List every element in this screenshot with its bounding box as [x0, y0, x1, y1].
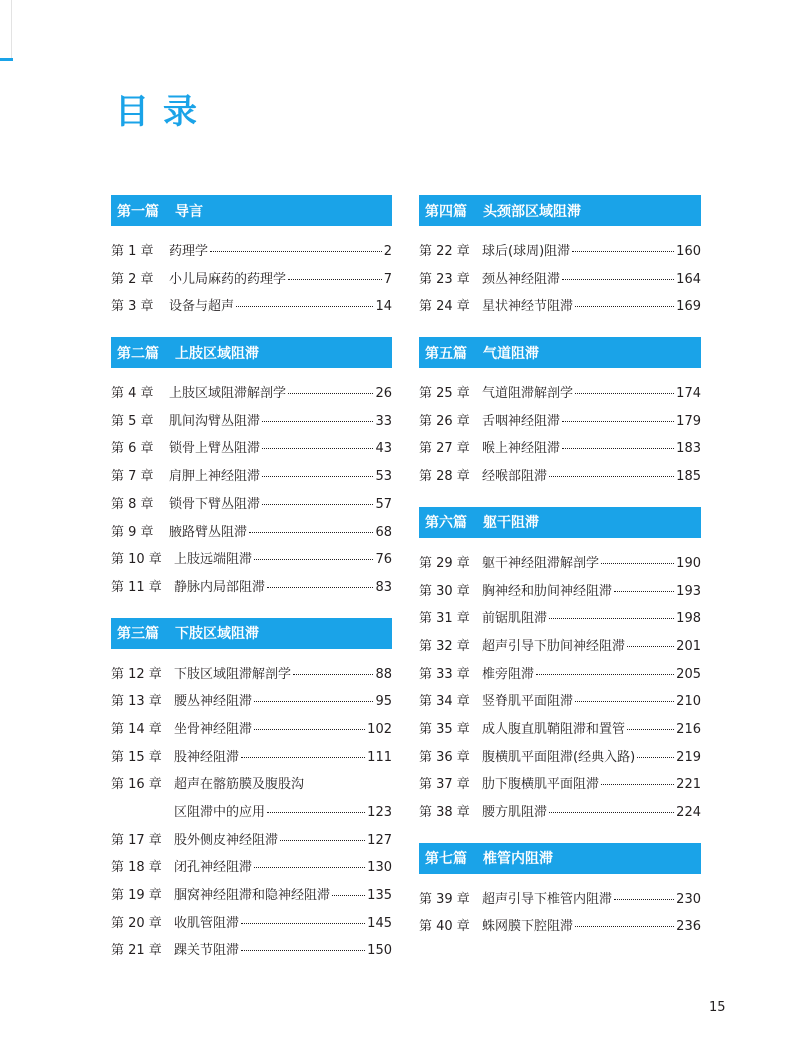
toc-entry-list: [419, 538, 701, 829]
dot-leader: [280, 840, 365, 841]
chapter-number: 第 7 章: [111, 469, 154, 485]
toc-section: [419, 195, 701, 323]
dot-leader: [249, 532, 373, 533]
dot-leader: [241, 757, 365, 758]
chapter-title: 经喉部阻滞: [482, 469, 548, 485]
chapter-page-number: 216: [676, 721, 701, 737]
dot-leader: [267, 812, 365, 813]
chapter-number: 第 20 章: [111, 915, 162, 931]
chapter-page-number: 236: [676, 919, 701, 935]
toc-entry[interactable]: [111, 465, 392, 493]
chapter-title: 上肢区域阻滞解剖学: [169, 386, 287, 402]
chapter-page-number: 135: [367, 888, 392, 904]
chapter-number: 第 22 章: [419, 244, 470, 259]
dot-leader: [575, 926, 674, 927]
toc-entry[interactable]: [419, 635, 701, 663]
chapter-title: 锁骨上臂丛阻滞: [169, 441, 261, 457]
chapter-number: 第 24 章: [419, 299, 470, 315]
chapter-title: 超声在髂筋膜及腹股沟: [174, 777, 305, 793]
chapter-title: 股神经阻滞: [174, 749, 240, 765]
chapter-title: 肩胛上神经阻滞: [169, 469, 261, 485]
toc-entry-list: [419, 874, 701, 943]
chapter-number: 第 19 章: [111, 888, 162, 904]
chapter-number: 第 33 章: [419, 666, 470, 682]
toc-entry[interactable]: [111, 829, 392, 857]
toc-entry[interactable]: [419, 465, 701, 493]
chapter-page-number: 183: [676, 441, 701, 457]
toc-entry[interactable]: [419, 240, 701, 268]
dot-leader: [627, 729, 674, 730]
toc-entry[interactable]: [419, 552, 701, 580]
toc-entry[interactable]: [111, 548, 392, 576]
chapter-page-number: 210: [676, 694, 701, 710]
dot-leader: [562, 421, 674, 422]
toc-entry[interactable]: [419, 607, 701, 635]
chapter-page-number: 53: [375, 469, 392, 485]
chapter-page-number: 26: [375, 386, 392, 402]
chapter-page-number: 76: [375, 552, 392, 568]
chapter-number: 第 30 章: [419, 583, 470, 599]
section-header: [419, 507, 701, 538]
dot-leader: [575, 701, 674, 702]
chapter-number: 第 14 章: [111, 721, 162, 737]
chapter-title: 胸神经和肋间神经阻滞: [482, 583, 613, 599]
chapter-page-number: 7: [383, 271, 392, 287]
section-header: [419, 843, 701, 874]
chapter-page-number: 127: [367, 832, 392, 848]
dot-leader: [262, 504, 373, 505]
chapter-page-number: 201: [676, 638, 701, 654]
chapter-title: 上肢远端阻滞: [174, 552, 253, 568]
chapter-number: 第 26 章: [419, 413, 470, 429]
chapter-title: 肋下腹横肌平面阻滞: [482, 777, 600, 793]
chapter-number: 第 37 章: [419, 777, 470, 793]
chapter-page-number: 224: [676, 805, 701, 820]
chapter-title: 气道阻滞解剖学: [482, 386, 574, 402]
chapter-page-number: 174: [676, 386, 701, 402]
toc-entry[interactable]: [111, 663, 392, 691]
corner-crop-mark: [0, 0, 12, 60]
section-name: 躯干阻滞: [483, 515, 539, 532]
toc-entry[interactable]: [419, 410, 701, 438]
section-name: 导言: [175, 203, 203, 220]
chapter-page-number: 221: [676, 777, 701, 793]
chapter-page-number: 219: [676, 749, 701, 765]
toc-entry-list: [419, 368, 701, 493]
chapter-number: 第 34 章: [419, 694, 470, 710]
chapter-number: 第 9 章: [111, 524, 154, 540]
chapter-title: 药理学: [169, 244, 209, 259]
dot-leader: [637, 757, 674, 758]
dot-leader: [562, 448, 674, 449]
chapter-page-number: 95: [375, 694, 392, 710]
dot-leader: [262, 421, 373, 422]
chapter-page-number: 198: [676, 611, 701, 627]
toc-entry[interactable]: [419, 888, 701, 916]
chapter-number: 第 23 章: [419, 271, 470, 287]
chapter-title: 腹横肌平面阻滞(经典入路): [482, 749, 636, 765]
chapter-title: 闭孔神经阻滞: [174, 860, 253, 876]
chapter-number: 第 5 章: [111, 413, 154, 429]
toc-entry[interactable]: [419, 268, 701, 296]
chapter-title: 设备与超声: [169, 299, 235, 315]
toc-entry[interactable]: [111, 268, 392, 296]
chapter-number: 第 39 章: [419, 891, 470, 907]
toc-entry[interactable]: [419, 915, 701, 943]
chapter-page-number: 88: [375, 666, 392, 682]
chapter-title: 椎旁阻滞: [482, 666, 535, 682]
chapter-number: 第 36 章: [419, 749, 470, 765]
section-part-label: 第六篇: [425, 515, 467, 532]
dot-leader: [236, 306, 373, 307]
chapter-title: 躯干神经阻滞解剖学: [482, 555, 600, 571]
toc-entry[interactable]: [419, 746, 701, 774]
toc-entry[interactable]: [111, 884, 392, 912]
section-header: [111, 618, 392, 649]
chapter-number: 第 15 章: [111, 749, 162, 765]
toc-entry[interactable]: [111, 240, 392, 268]
dot-leader: [549, 476, 674, 477]
chapter-title: 腘窝神经阻滞和隐神经阻滞: [174, 888, 331, 904]
chapter-page-number: 14: [375, 299, 392, 315]
toc-section: [111, 618, 392, 968]
chapter-title: 超声引导下椎管内阻滞: [482, 891, 613, 907]
dot-leader: [627, 646, 674, 647]
toc-entry[interactable]: [111, 493, 392, 521]
chapter-page-number: 43: [375, 441, 392, 457]
chapter-title: 收肌管阻滞: [174, 915, 240, 931]
dot-leader: [601, 784, 674, 785]
dot-leader: [549, 618, 674, 619]
page-title: 目录: [115, 92, 211, 132]
chapter-number: 第 28 章: [419, 469, 470, 485]
toc-entry[interactable]: [111, 746, 392, 774]
chapter-page-number: 179: [676, 413, 701, 429]
chapter-title: 区阻滞中的应用: [174, 805, 266, 820]
chapter-title: 超声引导下肋间神经阻滞: [482, 638, 626, 654]
chapter-number: 第 29 章: [419, 555, 470, 571]
chapter-title: 踝关节阻滞: [174, 943, 240, 959]
chapter-title: 竖脊肌平面阻滞: [482, 694, 574, 710]
chapter-title: 静脉内局部阻滞: [174, 579, 266, 595]
chapter-number: 第 27 章: [419, 441, 470, 457]
toc-entry[interactable]: [111, 856, 392, 884]
chapter-number: 第 38 章: [419, 805, 470, 820]
chapter-title: 舌咽神经阻滞: [482, 413, 561, 429]
dot-leader: [575, 306, 674, 307]
chapter-page-number: 190: [676, 555, 701, 571]
dot-leader: [288, 393, 373, 394]
toc-right-column: [419, 195, 701, 943]
toc-entry-list: [111, 226, 392, 323]
toc-entry-list: [111, 368, 392, 604]
dot-leader: [241, 923, 365, 924]
chapter-title: 坐骨神经阻滞: [174, 721, 253, 737]
chapter-page-number: 111: [367, 749, 392, 765]
toc-entry[interactable]: [419, 718, 701, 746]
chapter-page-number: 123: [367, 805, 392, 820]
section-part-label: 第一篇: [117, 203, 159, 220]
section-part-label: 第二篇: [117, 345, 159, 362]
dot-leader: [262, 448, 373, 449]
toc-entry[interactable]: [419, 382, 701, 410]
corner-accent-bar: [0, 58, 13, 61]
chapter-number: 第 32 章: [419, 638, 470, 654]
chapter-number: 第 35 章: [419, 721, 470, 737]
chapter-number: 第 12 章: [111, 666, 162, 682]
chapter-number: 第 13 章: [111, 694, 162, 710]
dot-leader: [536, 674, 674, 675]
dot-leader: [288, 279, 382, 280]
chapter-title: 腰方肌阻滞: [482, 805, 548, 820]
toc-left-column: [111, 195, 392, 967]
chapter-page-number: 150: [367, 943, 392, 959]
chapter-number: 第 8 章: [111, 496, 154, 512]
dot-leader: [262, 476, 373, 477]
toc-entry[interactable]: [111, 576, 392, 604]
toc-entry[interactable]: [111, 295, 392, 323]
dot-leader: [210, 251, 382, 252]
section-name: 气道阻滞: [483, 345, 539, 362]
dot-leader: [254, 559, 373, 560]
section-name: 上肢区域阻滞: [175, 345, 259, 362]
chapter-title: 肌间沟臂丛阻滞: [169, 413, 261, 429]
chapter-number: 第 17 章: [111, 832, 162, 848]
chapter-number: 第 11 章: [111, 579, 162, 595]
section-part-label: 第五篇: [425, 345, 467, 362]
chapter-number: 第 1 章: [111, 244, 154, 259]
section-name: 椎管内阻滞: [483, 851, 553, 868]
dot-leader: [254, 729, 365, 730]
toc-section: [419, 507, 701, 829]
chapter-title: 蛛网膜下腔阻滞: [482, 919, 574, 935]
dot-leader: [549, 812, 674, 813]
chapter-number: 第 6 章: [111, 441, 154, 457]
chapter-number: 第 40 章: [419, 919, 470, 935]
toc-entry[interactable]: [111, 912, 392, 940]
toc-entry-list: [111, 649, 392, 968]
chapter-page-number: 230: [676, 891, 701, 907]
toc-entry-list: [419, 226, 701, 323]
dot-leader: [601, 563, 674, 564]
toc-entry[interactable]: [111, 939, 392, 967]
toc-entry[interactable]: [111, 718, 392, 746]
dot-leader: [267, 587, 373, 588]
chapter-title: 锁骨下臂丛阻滞: [169, 496, 261, 512]
toc-entry[interactable]: [419, 690, 701, 718]
dot-leader: [614, 899, 674, 900]
chapter-number: 第 2 章: [111, 271, 154, 287]
toc-section: [419, 337, 701, 493]
chapter-title: 喉上神经阻滞: [482, 441, 561, 457]
dot-leader: [562, 279, 674, 280]
section-header: [111, 337, 392, 368]
section-name: 下肢区域阻滞: [175, 626, 259, 643]
chapter-number: 第 18 章: [111, 860, 162, 876]
toc-entry[interactable]: [111, 521, 392, 549]
chapter-number: 第 25 章: [419, 386, 470, 402]
chapter-number: 第 21 章: [111, 943, 162, 959]
chapter-title: 股外侧皮神经阻滞: [174, 832, 279, 848]
chapter-page-number: 193: [676, 583, 701, 599]
chapter-page-number: 164: [676, 271, 701, 287]
toc-entry[interactable]: [111, 801, 392, 829]
chapter-title: 前锯肌阻滞: [482, 611, 548, 627]
toc-entry[interactable]: [419, 437, 701, 465]
chapter-page-number: 102: [367, 721, 392, 737]
toc-entry[interactable]: [419, 801, 701, 829]
toc-entry[interactable]: [419, 663, 701, 691]
section-part-label: 第三篇: [117, 626, 159, 643]
dot-leader: [614, 591, 674, 592]
chapter-title: 腋路臂丛阻滞: [169, 524, 248, 540]
page-number: 15: [709, 1000, 726, 1015]
toc-entry[interactable]: [419, 773, 701, 801]
section-header: [111, 195, 392, 226]
chapter-title: 下肢区域阻滞解剖学: [174, 666, 292, 682]
chapter-title: 成人腹直肌鞘阻滞和置管: [482, 721, 626, 737]
toc-section: [111, 195, 392, 323]
chapter-page-number: 130: [367, 860, 392, 876]
chapter-page-number: 83: [375, 579, 392, 595]
section-header: [419, 337, 701, 368]
dot-leader: [293, 674, 373, 675]
chapter-page-number: 57: [375, 496, 392, 512]
toc-entry[interactable]: [111, 690, 392, 718]
chapter-title: 腰丛神经阻滞: [174, 694, 253, 710]
dot-leader: [572, 251, 674, 252]
section-header: [419, 195, 701, 226]
dot-leader: [575, 393, 674, 394]
toc-entry[interactable]: [111, 382, 392, 410]
chapter-page-number: 33: [375, 413, 392, 429]
chapter-title: 小儿局麻药的药理学: [169, 271, 287, 287]
toc-entry[interactable]: [111, 437, 392, 465]
chapter-page-number: 160: [676, 244, 701, 259]
dot-leader: [254, 867, 365, 868]
chapter-page-number: 145: [367, 915, 392, 931]
chapter-page-number: 169: [676, 299, 701, 315]
toc-entry[interactable]: [419, 580, 701, 608]
toc-entry[interactable]: [111, 410, 392, 438]
chapter-number: 第 3 章: [111, 299, 154, 315]
toc-section: [111, 337, 392, 604]
section-part-label: 第七篇: [425, 851, 467, 868]
dot-leader: [254, 701, 373, 702]
dot-leader: [332, 895, 365, 896]
chapter-number: 第 31 章: [419, 611, 470, 627]
chapter-title: 星状神经节阻滞: [482, 299, 574, 315]
chapter-page-number: 68: [375, 524, 392, 540]
toc-section: [419, 843, 701, 943]
chapter-number: 第 4 章: [111, 386, 154, 402]
toc-entry[interactable]: [419, 295, 701, 323]
toc-entry[interactable]: [111, 773, 392, 801]
section-part-label: 第四篇: [425, 203, 467, 220]
chapter-number: 第 10 章: [111, 552, 162, 568]
section-name: 头颈部区域阻滞: [483, 203, 581, 220]
chapter-page-number: 2: [383, 244, 392, 259]
chapter-page-number: 185: [676, 469, 701, 485]
dot-leader: [241, 950, 365, 951]
chapter-title: 颈丛神经阻滞: [482, 271, 561, 287]
chapter-number: 第 16 章: [111, 777, 162, 793]
chapter-title: 球后(球周)阻滞: [482, 244, 571, 259]
chapter-page-number: 205: [676, 666, 701, 682]
